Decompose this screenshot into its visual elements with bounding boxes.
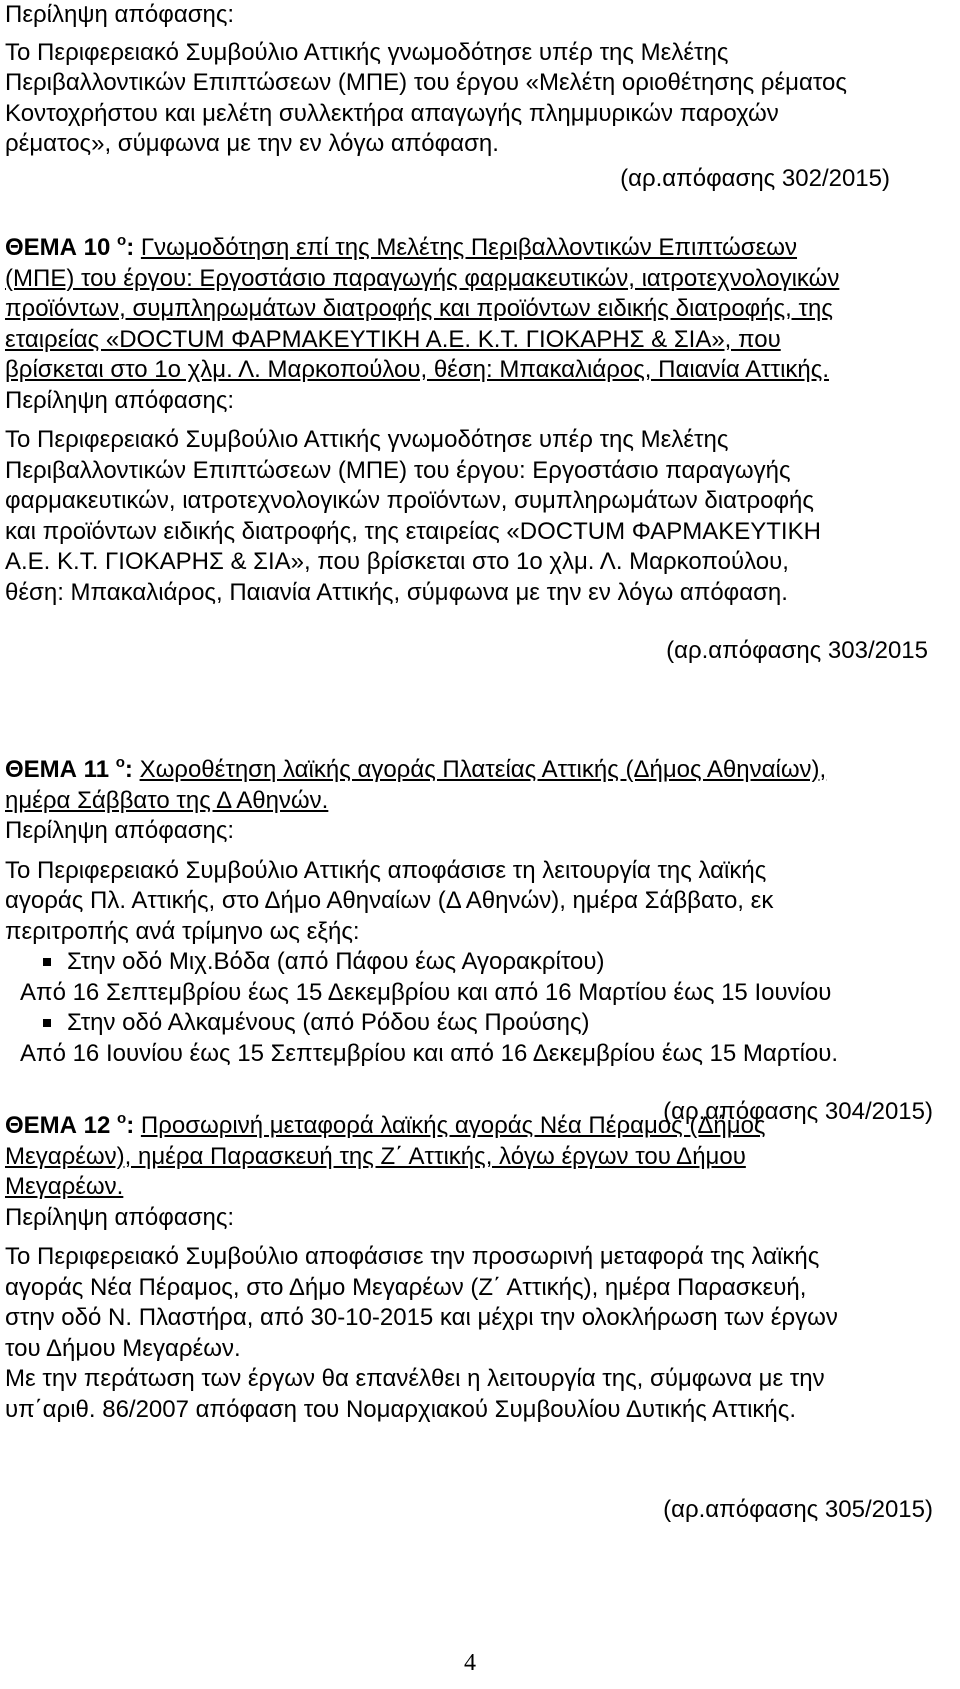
summary-line: Περιβαλλοντικών Επιπτώσεων (ΜΠΕ) του έργου «Μελέτη οριοθέτησης ρέματος [5,69,847,96]
agenda-item-11 [5,755,935,1128]
item-title [5,233,935,264]
summary-line: Το Περιφερειακό Συμβούλιο Αττικής γνωμοδότησε υπέρ της Μελέτης [5,38,729,66]
summary-line: θέση: Μπακαλιάρος, Παιανία Αττικής, σύμφωνα με την εν λόγω απόφαση. [5,578,788,606]
item-title-line: ημέρα Σάββατο της Δ Αθηνών. [5,786,329,814]
item-title-line: εταιρείας «DOCTUM ΦΑΡΜΑΚΕΥΤΙΚΗ Α.Ε. Κ.Τ. ΓΙΟΚΑΡΗΣ & ΣΙΑ», που [5,325,781,353]
summary-line: περιτροπής ανά τρίμηνο ως εξής: [5,917,360,945]
list-item: Στην οδό Μιχ.Βόδα (από Πάφου έως Αγορακρίτου) [5,947,935,978]
item-title-text: Προσωρινή μεταφορά λαϊκής αγοράς Νέα Πέραμος (Δήμος [140,1112,766,1139]
summary-line: αγοράς Πλ. Αττικής, στο Δήμο Αθηναίων (Δ Αθηνών), ημέρα Σάββατο, εκ [5,887,774,914]
item-title-line: Μεγαρέων. [5,1173,124,1200]
summary-line: του Δήμου Μεγαρέων. [5,1334,241,1362]
summary-line: Περιβαλλοντικών Επιπτώσεων (ΜΠΕ) του έργου: Εργοστάσιο παραγωγής [5,456,791,484]
decision-reference: (αρ.απόφασης 303/2015 [666,637,928,664]
summary-line: Το Περιφερειακό Συμβούλιο Αττικής γνωμοδότησε υπέρ της Μελέτης [5,426,729,453]
summary-label: Περίληψη απόφασης: [5,1,235,28]
summary-line: στην οδό Ν. Πλαστήρα, από 30-10-2015 και μέχρι την ολοκλήρωση των έργων [5,1304,838,1331]
item-title-text: Γνωμοδότηση επί της Μελέτης Περιβαλλοντικών Επιπτώσεων [140,234,798,261]
item-title-line: προϊόντων, συμπληρωμάτων διατροφής και προϊόντων ειδικής διατροφής, της [5,295,833,322]
item-title-line: Μεγαρέων), ημέρα Παρασκευή της Ζ΄ Αττικής, λόγω έργων του Δήμου [5,1142,746,1170]
summary-line: και προϊόντων ειδικής διατροφής, της εταιρείας «DOCTUM ΦΑΡΜΑΚΕΥΤΙΚΗ [5,517,821,545]
summary-line: Κοντοχρήστου και μελέτη συλλεκτήρα απαγωγής πλημμυρικών παροχών [5,99,779,127]
item-number: ΘΕΜΑ 12 $^o$: [5,1110,135,1139]
summary-line: ρέματος», σύμφωνα με την εν λόγω απόφαση. [5,130,499,157]
decision-reference: (αρ.απόφασης 305/2015) [663,1496,933,1523]
square-bullet-icon [43,958,51,966]
list-item-detail: Από 16 Ιουνίου έως 15 Σεπτεμβρίου και από 16 Δεκεμβρίου έως 15 Μαρτίου. [20,1039,839,1067]
page-number: 4 [464,1650,476,1676]
summary-line: Με την περάτωση των έργων θα επανέλθει η λειτουργία της, σύμφωνα με την [5,1365,825,1392]
square-bullet-icon [43,1019,51,1027]
list-item: Στην οδό Αλκαμένους (από Ρόδου έως Προύσης) [5,1008,935,1039]
summary-label: Περίληψη απόφασης: [5,386,235,414]
summary-line: Το Περιφερειακό Συμβούλιο αποφάσισε την προσωρινή μεταφορά της λαϊκής [5,1243,820,1270]
item-number: ΘΕΜΑ 10 $^o$: [5,232,135,261]
item-title-line: βρίσκεται στο 1ο χλμ. Λ. Μαρκοπούλου, θέση: Μπακαλιάρος, Παιανία Αττικής. [5,356,829,383]
summary-line: αγοράς Νέα Πέραμος, στο Δήμο Μεγαρέων (Ζ΄ Αττικής), ημέρα Παρασκευή, [5,1273,807,1301]
agenda-item-10 [5,233,935,667]
summary-line: Α.Ε. Κ.Τ. ΓΙΟΚΑΡΗΣ & ΣΙΑ», που βρίσκεται στο 1ο χλμ. Λ. Μαρκοπούλου, [5,548,789,575]
summary-line: υπ΄αριθ. 86/2007 απόφαση του Νομαρχιακού Συμβουλίου Δυτικής Αττικής. [5,1395,796,1423]
decision-reference: (αρ.απόφασης 304/2015) [663,1098,933,1125]
decision-reference: (αρ.απόφασης 302/2015) [620,164,890,192]
item-title-text: Χωροθέτηση λαϊκής αγοράς Πλατείας Αττικής (Δήμος Αθηναίων), [139,756,827,783]
item-number: ΘΕΜΑ 11 $^o$: [5,754,133,783]
carryover-section [5,0,935,194]
item-title-line: (ΜΠΕ) του έργου: Εργοστάσιο παραγωγής φαρμακευτικών, ιατροτεχνολογικών [5,264,840,292]
summary-label: Περίληψη απόφασης: [5,1203,235,1231]
agenda-item-12 [5,1111,935,1526]
summary-line: φαρμακευτικών, ιατροτεχνολογικών προϊόντων, συμπληρωμάτων διατροφής [5,487,814,514]
item-title [5,1111,935,1142]
summary-label: Περίληψη απόφασης: [5,817,235,844]
item-title [5,755,935,786]
summary-line: Το Περιφερειακό Συμβούλιο Αττικής αποφάσισε τη λειτουργία της λαϊκής [5,856,767,884]
list-item-detail: Από 16 Σεπτεμβρίου έως 15 Δεκεμβρίου και από 16 Μαρτίου έως 15 Ιουνίου [20,978,832,1006]
